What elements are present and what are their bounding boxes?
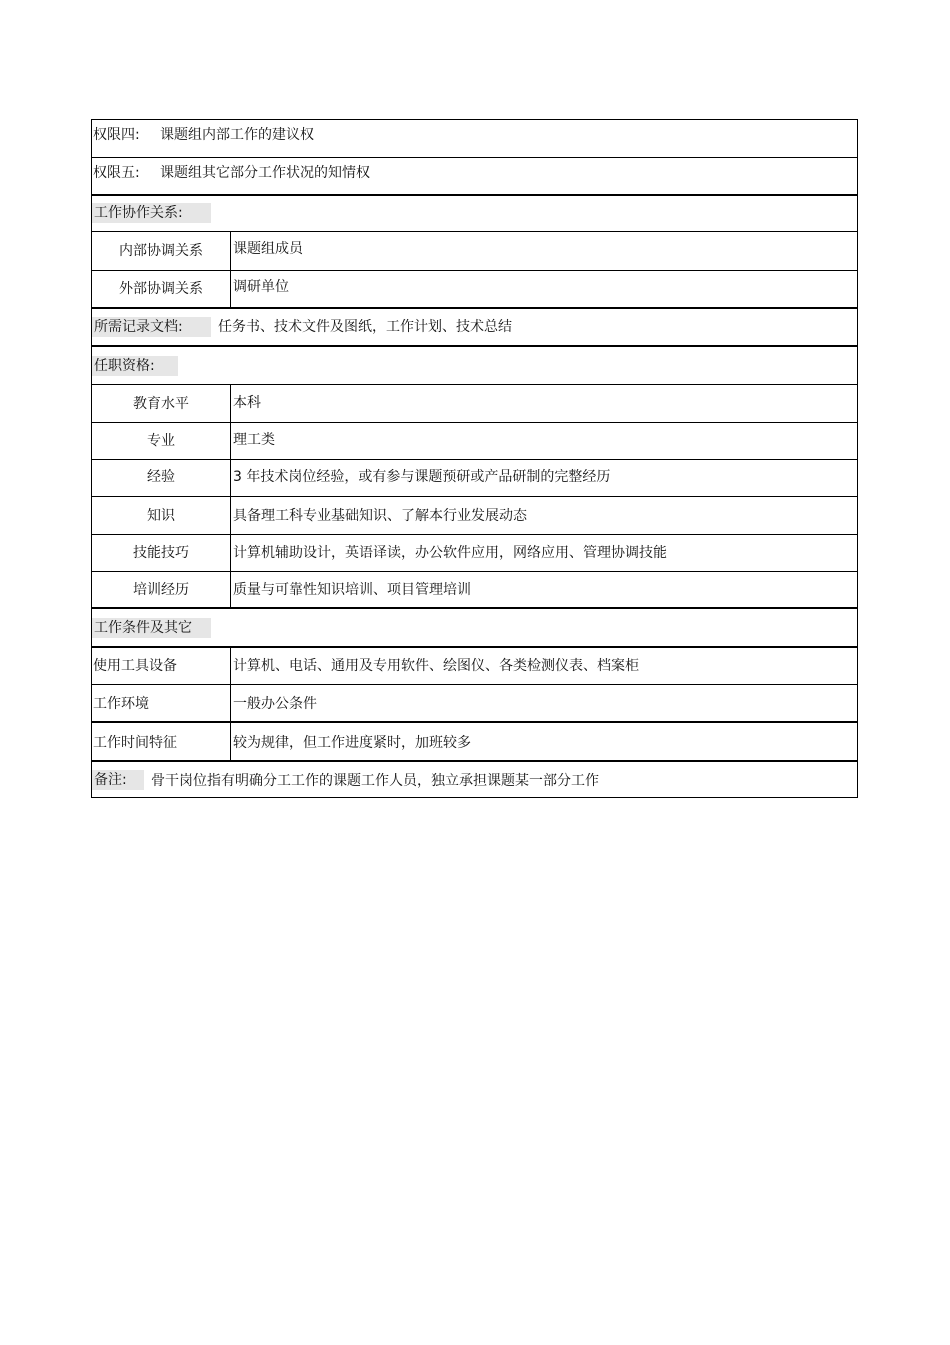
- condition-label: 工作时间特征: [93, 735, 177, 751]
- condition-label: 工作环境: [93, 696, 149, 712]
- qualification-value: 具备理工科专业基础知识、了解本行业发展动态: [233, 508, 527, 524]
- row-divider: [91, 157, 858, 158]
- cooperation-header: 工作协作关系:: [92, 203, 211, 223]
- external-coordination-label: 外部协调关系: [119, 281, 203, 297]
- row-divider: [91, 684, 858, 685]
- qualification-label: 经验: [147, 469, 175, 485]
- row-divider: [91, 607, 858, 609]
- authority-5-text: 课题组其它部分工作状况的知情权: [160, 165, 370, 181]
- row-divider: [91, 496, 858, 497]
- row-divider: [91, 646, 858, 648]
- qualification-value: 理工类: [233, 432, 275, 448]
- row-divider: [91, 307, 858, 309]
- column-divider: [230, 231, 231, 307]
- documents-label: 所需记录文档:: [92, 317, 211, 337]
- row-divider: [91, 760, 858, 762]
- row-divider: [91, 721, 858, 723]
- row-divider: [91, 194, 858, 196]
- remarks-value: 骨干岗位指有明确分工工作的课题工作人员，独立承担课题某一部分工作: [151, 773, 599, 789]
- row-divider: [91, 459, 858, 460]
- qualification-value: 3 年技术岗位经验，或有参与课题预研或产品研制的完整经历: [233, 469, 611, 485]
- condition-value: 一般办公条件: [233, 696, 317, 712]
- authority-5-label: 权限五:: [93, 165, 140, 181]
- column-divider: [230, 384, 231, 607]
- row-divider: [91, 534, 858, 535]
- qualification-label: 专业: [147, 433, 175, 449]
- authority-4-label: 权限四:: [93, 127, 140, 143]
- remarks-label: 备注:: [92, 770, 144, 790]
- row-divider: [91, 270, 858, 271]
- condition-value: 较为规律，但工作进度紧时，加班较多: [233, 735, 471, 751]
- qualification-label: 知识: [147, 508, 175, 524]
- condition-value: 计算机、电话、通用及专用软件、绘图仪、各类检测仪表、档案柜: [233, 658, 639, 674]
- row-divider: [91, 571, 858, 572]
- internal-coordination-value: 课题组成员: [233, 241, 303, 257]
- internal-coordination-label: 内部协调关系: [119, 243, 203, 259]
- condition-label: 使用工具设备: [93, 658, 177, 674]
- qualification-value: 本科: [233, 395, 261, 411]
- conditions-header: 工作条件及其它: [92, 618, 211, 638]
- qualification-value: 质量与可靠性知识培训、项目管理培训: [233, 582, 471, 598]
- row-divider: [91, 231, 858, 232]
- qualifications-header: 任职资格:: [92, 356, 178, 376]
- column-divider: [230, 646, 231, 760]
- row-divider: [91, 345, 858, 347]
- qualification-label: 培训经历: [133, 582, 189, 598]
- qualification-label: 技能技巧: [133, 545, 189, 561]
- qualification-value: 计算机辅助设计，英语译读，办公软件应用，网络应用、管理协调技能: [233, 545, 667, 561]
- external-coordination-value: 调研单位: [233, 279, 289, 295]
- documents-value: 任务书、技术文件及图纸，工作计划、技术总结: [218, 319, 512, 335]
- qualification-label: 教育水平: [133, 396, 189, 412]
- row-divider: [91, 422, 858, 423]
- authority-4-text: 课题组内部工作的建议权: [160, 127, 314, 143]
- row-divider: [91, 384, 858, 385]
